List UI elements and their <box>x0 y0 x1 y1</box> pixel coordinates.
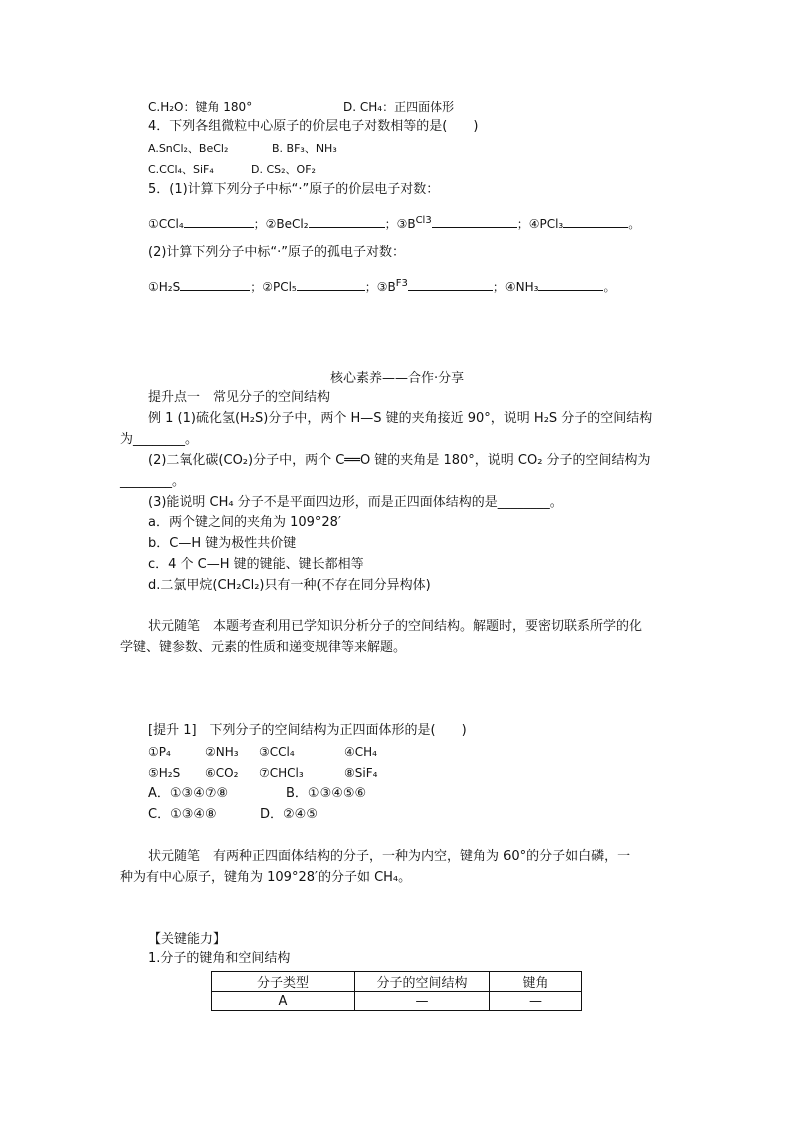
item-pcl3: ；④PCl₃ <box>516 217 564 231</box>
item-bf3: ；③B <box>364 280 396 294</box>
answer-blank[interactable] <box>408 278 493 291</box>
item-ccl4: ①CCl₄ <box>148 217 184 231</box>
table-cell: — <box>490 992 582 1011</box>
q4-option-d: D. CS₂、OF₂ <box>251 163 316 176</box>
period: 。 <box>628 217 641 231</box>
answer-blank[interactable] <box>563 215 628 228</box>
answer-blank[interactable] <box>309 215 385 228</box>
choice-d: d.二氯甲烷(CH₂Cl₂)只有一种(不存在同分异构体) <box>148 578 431 593</box>
molecule-h2s: ⑤H₂S <box>148 766 181 780</box>
molecule-p4: ①P₄ <box>148 745 171 759</box>
table-cell: — <box>355 992 490 1011</box>
key-ability-heading: 【关键能力】 <box>148 932 227 947</box>
option-c-h2o: C.H₂O：键角 180° <box>148 100 253 114</box>
practice-1-question: [提升 1] 下列分子的空间结构为正四面体形的是( ) <box>148 723 467 738</box>
molecule-chcl3: ⑦CHCl₃ <box>259 766 304 780</box>
q4-option-c: C.CCl₄、SiF₄ <box>148 163 214 176</box>
fill-line-valence-pairs <box>148 215 640 233</box>
section-1-title: 1.分子的键角和空间结构 <box>148 951 291 966</box>
bond-angle-table <box>211 971 582 1011</box>
table-header-row <box>212 972 582 992</box>
item-bcl3: ；③B <box>384 217 416 231</box>
molecule-ccl4: ③CCl₄ <box>259 745 295 759</box>
table-cell: A <box>212 992 355 1011</box>
answer-choice-b: B．①③④⑤⑥ <box>286 786 367 801</box>
example-1-line-1: 例 1 (1)硫化氢(H₂S)分子中，两个 H—S 键的夹角接近 90°，说明 H₂S 分子的空间结构 <box>148 411 653 426</box>
answer-choice-c: C．①③④⑧ <box>148 807 217 822</box>
example-3: (3)能说明 CH₄ 分子不是平面四边形，而是正四面体结构的是________。 <box>148 495 563 510</box>
question-5-part-2: (2)计算下列分子中标“·”原子的孤电子对数： <box>148 245 406 260</box>
example-2-line-2: ________。 <box>120 474 186 489</box>
fill-line-lone-pairs <box>148 278 615 296</box>
answer-blank[interactable] <box>297 278 365 291</box>
period: 。 <box>603 280 616 294</box>
molecule-ch4: ④CH₄ <box>344 745 377 759</box>
note-1-line-2: 学键、键参数、元素的性质和递变规律等来解题。 <box>120 640 407 655</box>
note-1-line-1: 状元随笔 本题考查利用已学知识分析分子的空间结构。解题时，要密切联系所学的化 <box>148 619 643 634</box>
table-header: 分子的空间结构 <box>355 972 490 992</box>
choice-b: b．C—H 键为极性共价键 <box>148 536 297 551</box>
item-pcl5: ；②PCl₅ <box>250 280 297 294</box>
table-row <box>212 992 582 1011</box>
choice-a: a．两个键之间的夹角为 109°28′ <box>148 515 341 530</box>
example-2-line-1: (2)二氧化碳(CO₂)分子中，两个 C══O 键的夹角是 180°，说明 CO₂ 分子的空间结构为 <box>148 453 651 468</box>
item-becl2: ；②BeCl₂ <box>253 217 309 231</box>
question-5-part-1: 5．(1)计算下列分子中标“·”原子的价层电子对数： <box>148 182 440 197</box>
answer-blank[interactable] <box>184 215 254 228</box>
answer-blank[interactable] <box>538 278 603 291</box>
q4-option-a: A.SnCl₂、BeCl₂ <box>148 142 229 155</box>
example-1-line-2: 为________。 <box>120 432 199 447</box>
table-header: 分子类型 <box>212 972 355 992</box>
point-1-title: 提升点一 常见分子的空间结构 <box>148 390 331 405</box>
item-nh3: ；④NH₃ <box>492 280 539 294</box>
note-2-line-1: 状元随笔 有两种正四面体结构的分子，一种为内空，键角为 60°的分子如白磷，一 <box>148 849 631 864</box>
molecule-co2: ⑥CO₂ <box>205 766 239 780</box>
option-d-ch4: D. CH₄：正四面体形 <box>343 100 455 114</box>
answer-blank[interactable] <box>432 215 517 228</box>
answer-blank[interactable] <box>180 278 250 291</box>
answer-choice-a: A．①③④⑦⑧ <box>148 786 229 801</box>
item-bf3-sup: F3 <box>395 278 408 289</box>
molecule-nh3: ②NH₃ <box>205 745 239 759</box>
choice-c: c．4 个 C—H 键的键能、键长都相等 <box>148 557 364 572</box>
item-bcl3-sup: Cl3 <box>415 215 432 226</box>
molecule-sif4: ⑧SiF₄ <box>344 766 378 780</box>
q4-option-b: B. BF₃、NH₃ <box>272 142 337 155</box>
table-header: 键角 <box>490 972 582 992</box>
note-2-line-2: 种为有中心原子，键角为 109°28′的分子如 CH₄。 <box>120 870 412 885</box>
answer-choice-d: D．②④⑤ <box>260 807 318 822</box>
item-h2s: ①H₂S <box>148 280 181 294</box>
question-4: 4．下列各组微粒中心原子的价层电子对数相等的是( ) <box>148 119 479 134</box>
section-heading: 核心素养——合作·分享 <box>330 371 465 386</box>
